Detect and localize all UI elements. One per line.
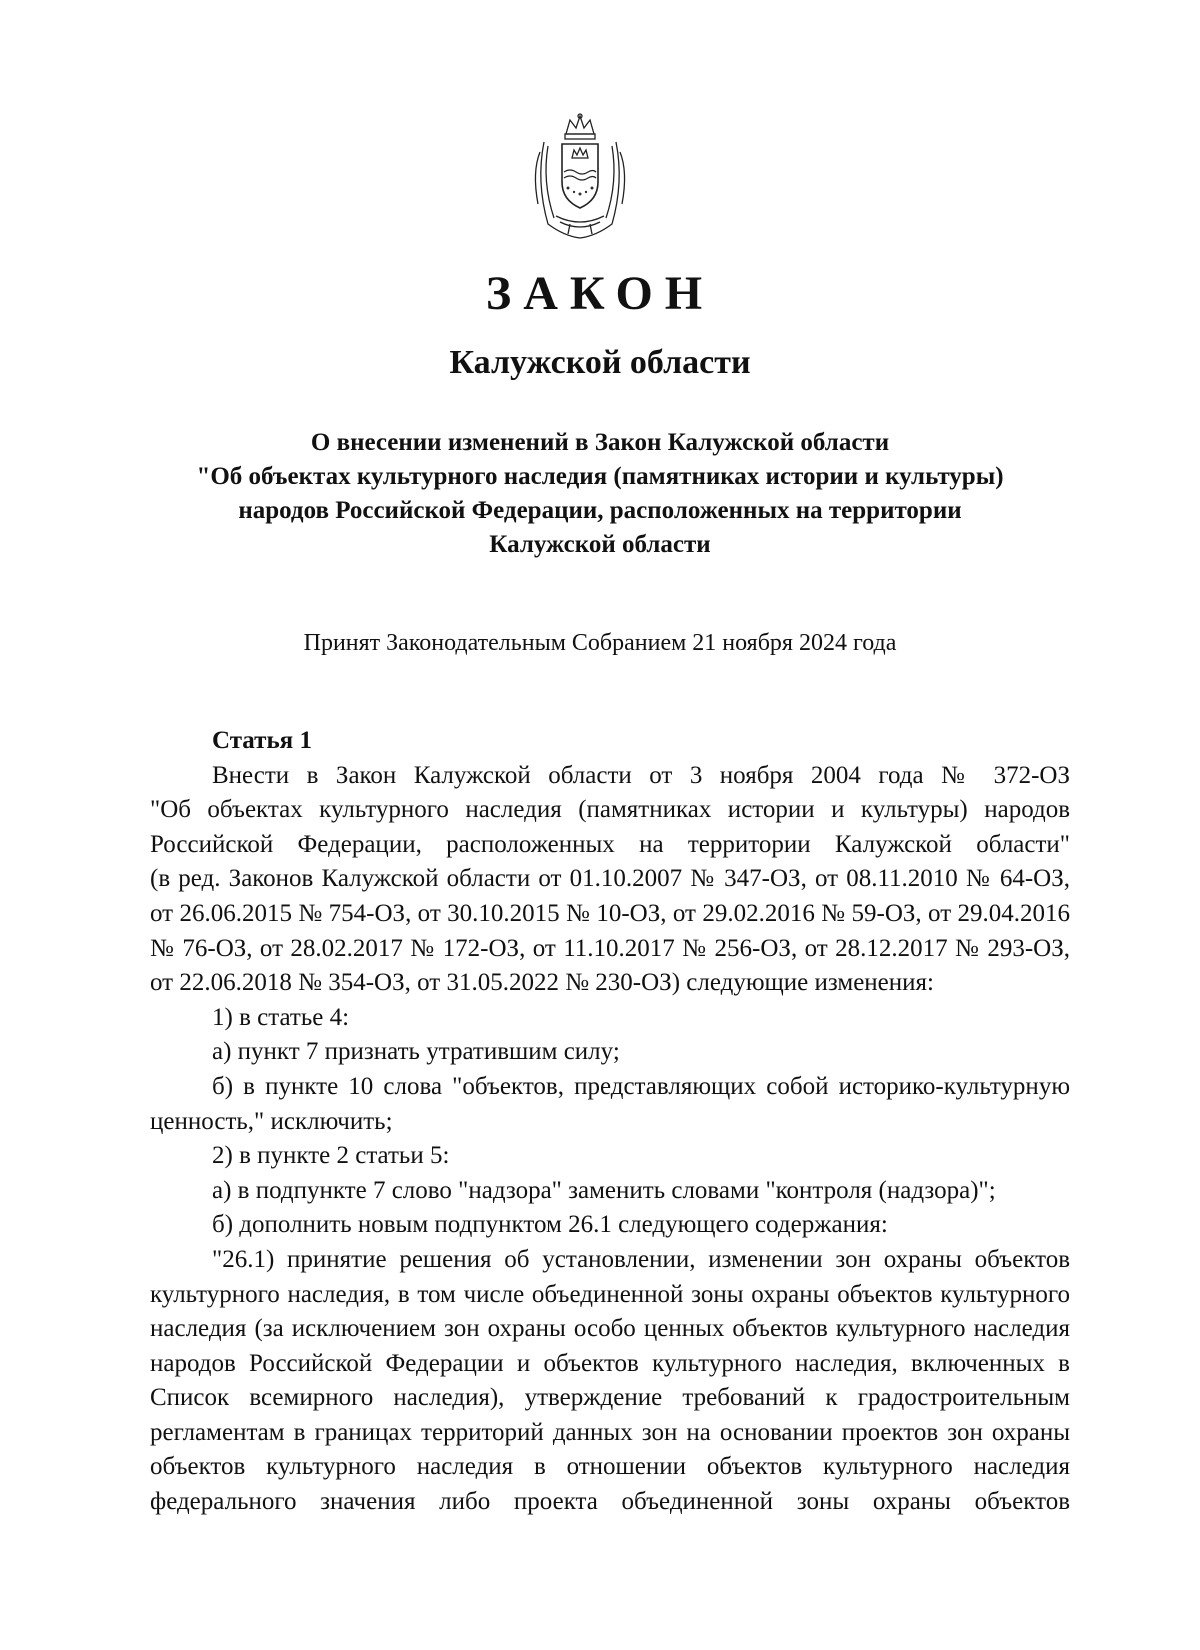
- text-line: Список всемирного наследия), утверждение требований к градостроительным: [150, 1384, 1070, 1412]
- law-subject: [150, 426, 1050, 562]
- text-line: регламентам в границах территорий данных зон на основании проектов зон охраны: [150, 1418, 1070, 1446]
- coat-of-arms-emblem: [530, 112, 630, 240]
- subject-line: Калужской области: [489, 531, 711, 558]
- adoption-note: Принят Законодательным Собранием 21 ноября 2024 года: [303, 630, 897, 656]
- text-line: (в ред. Законов Калужской области от 01.10.2007 № 347-ОЗ, от 08.11.2010 № 64-ОЗ,: [150, 865, 1070, 893]
- article-1: [150, 724, 1070, 1520]
- region-title: Калужской области: [449, 344, 751, 381]
- law-title: ЗАКОН: [485, 267, 715, 320]
- text-line: б) дополнить новым подпунктом 26.1 следующего содержания:: [212, 1211, 888, 1239]
- text-line: культурного наследия, в том числе объединенной зоны охраны объектов культурного: [150, 1280, 1070, 1308]
- text-line: ценность," исключить;: [150, 1107, 393, 1135]
- text-line: объектов культурного наследия в отношении объектов культурного наследия: [150, 1453, 1070, 1481]
- subject-line: "Об объектах культурного наследия (памятниках истории и культуры): [196, 463, 1004, 490]
- text-line: а) в подпункте 7 слово "надзора" заменить словами "контроля (надзора)";: [212, 1176, 996, 1204]
- text-line: "Об объектах культурного наследия (памятниках истории и культуры) народов: [150, 796, 1070, 824]
- text-line: наследия (за исключением зон охраны особо ценных объектов культурного наследия: [150, 1315, 1070, 1343]
- text-line: Внести в Закон Калужской области от 3 ноября 2004 года № 372-ОЗ: [212, 761, 1070, 789]
- article-title: Статья 1: [212, 727, 312, 754]
- text-line: б) в пункте 10 слова "объектов, представляющих собой историко-культурную: [212, 1072, 1070, 1100]
- text-line: а) пункт 7 признать утратившим силу;: [212, 1038, 620, 1066]
- subject-line: народов Российской Федерации, расположенных на территории: [238, 497, 962, 524]
- text-line: 1) в статье 4:: [212, 1003, 350, 1031]
- text-line: Российской Федерации, расположенных на территории Калужской области": [150, 830, 1070, 858]
- text-line: от 22.06.2018 № 354-ОЗ, от 31.05.2022 № 230-ОЗ) следующие изменения:: [150, 969, 934, 997]
- text-line: № 76-ОЗ, от 28.02.2017 № 172-ОЗ, от 11.10.2017 № 256-ОЗ, от 28.12.2017 № 293-ОЗ,: [150, 934, 1070, 962]
- text-line: народов Российской Федерации и объектов культурного наследия, включенных в: [150, 1349, 1070, 1377]
- text-line: 2) в пункте 2 статьи 5:: [212, 1142, 450, 1170]
- subject-line: О внесении изменений в Закон Калужской области: [310, 429, 890, 456]
- text-line: федерального значения либо проекта объединенной зоны охраны объектов: [150, 1488, 1070, 1516]
- text-line: "26.1) принятие решения об установлении, изменении зон охраны объектов: [212, 1245, 1070, 1273]
- text-line: от 26.06.2015 № 754-ОЗ, от 30.10.2015 № 10-ОЗ, от 29.02.2016 № 59-ОЗ, от 29.04.2016: [150, 899, 1070, 927]
